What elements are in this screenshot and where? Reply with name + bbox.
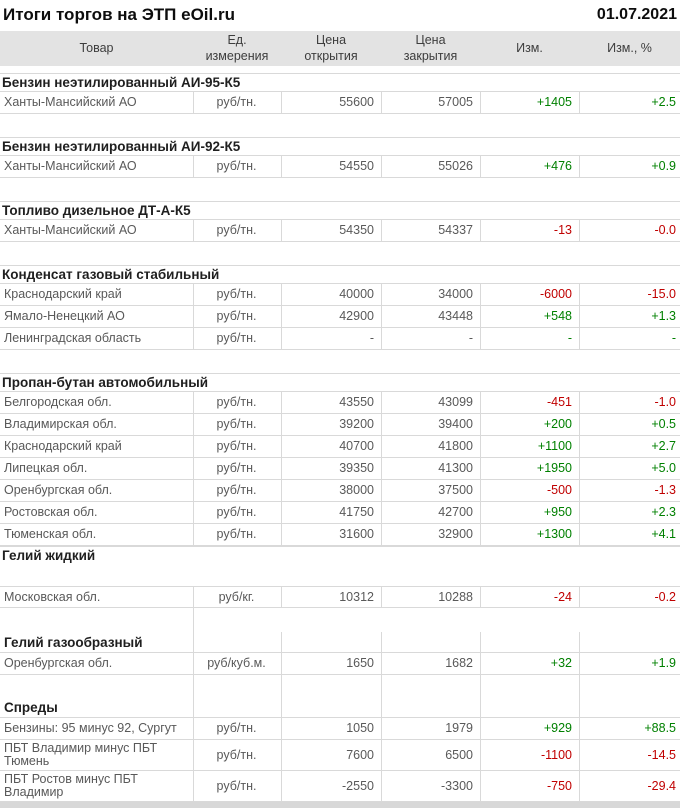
change-pct-cell: +2.3: [579, 502, 680, 523]
unit-cell: руб/тн.: [193, 436, 281, 457]
section-gap: [0, 178, 680, 201]
section-title: Топливо дизельное ДТ-А-К5: [0, 201, 680, 220]
empty-cell: [0, 675, 193, 697]
open-price-cell: 7600: [281, 740, 381, 770]
table-row: [0, 502, 680, 524]
close-price-cell: 39400: [381, 414, 480, 435]
change-cell: +950: [480, 502, 579, 523]
unit-cell: руб/тн.: [193, 740, 281, 770]
change-pct-cell: +1.9: [579, 653, 680, 674]
page-title: Итоги торгов на ЭТП eOil.ru: [3, 5, 235, 25]
unit-cell: руб/тн.: [193, 284, 281, 305]
change-pct-cell: +5.0: [579, 458, 680, 479]
change-pct-cell: -1.0: [579, 392, 680, 413]
empty-cell: [281, 697, 381, 717]
table-row: [0, 718, 680, 740]
product-name-cell: Краснодарский край: [4, 438, 122, 453]
product-name-cell: Оренбургская обл.: [4, 656, 113, 671]
change-pct-cell: +2.7: [579, 436, 680, 457]
change-pct-cell: -0.2: [579, 587, 680, 607]
change-cell: +1300: [480, 524, 579, 545]
section-inner-gap: [0, 565, 680, 587]
section-title: Бензин неэтилированный АИ-92-К5: [0, 137, 680, 156]
table-row: [0, 436, 680, 458]
empty-cell: [480, 608, 579, 632]
table-row: [0, 306, 680, 328]
close-price-cell: 43099: [381, 392, 480, 413]
section-title: Пропан-бутан автомобильный: [0, 373, 680, 392]
change-cell: -750: [480, 771, 579, 801]
product-name-cell: ПБТ Владимир минус ПБТ Тюмень: [4, 741, 158, 769]
change-cell: +1100: [480, 436, 579, 457]
change-cell: -: [480, 328, 579, 349]
open-price-cell: 38000: [281, 480, 381, 501]
close-price-cell: -3300: [381, 771, 480, 801]
close-price-cell: 57005: [381, 92, 480, 113]
close-price-cell: 1682: [381, 653, 480, 674]
report-date: 01.07.2021: [596, 6, 677, 24]
section-title: Конденсат газовый стабильный: [0, 265, 680, 284]
empty-cell: [381, 697, 480, 717]
product-name-cell: Тюменская обл.: [4, 526, 97, 541]
table-row: [0, 328, 680, 350]
table-row: [0, 480, 680, 502]
unit-cell: руб/кг.: [193, 587, 281, 607]
change-cell: +32: [480, 653, 579, 674]
unit-cell: руб/тн.: [193, 328, 281, 349]
open-price-cell: 41750: [281, 502, 381, 523]
table-row: [0, 458, 680, 480]
unit-cell: руб/тн.: [193, 771, 281, 801]
change-cell: -24: [480, 587, 579, 607]
open-price-cell: 54550: [281, 156, 381, 177]
table-row: [0, 414, 680, 436]
close-price-cell: 43448: [381, 306, 480, 327]
empty-cell: [381, 608, 480, 632]
close-price-cell: 54337: [381, 220, 480, 241]
unit-cell: руб/тн.: [193, 392, 281, 413]
table-row: [0, 284, 680, 306]
open-price-cell: 39350: [281, 458, 381, 479]
change-cell: -500: [480, 480, 579, 501]
open-price-cell: 42900: [281, 306, 381, 327]
section-gap: [0, 114, 680, 137]
col-change-pct: Изм., %: [607, 40, 652, 55]
product-name-cell: Ленинградская область: [4, 330, 142, 345]
section-title: Бензин неэтилированный АИ-95-К5: [0, 73, 680, 92]
change-pct-cell: +4.1: [579, 524, 680, 545]
col-unit: Ед. измерения: [205, 32, 269, 63]
change-cell: +548: [480, 306, 579, 327]
col-product: Товар: [79, 40, 114, 55]
change-cell: +1405: [480, 92, 579, 113]
section-title: Гелий газообразный: [4, 634, 143, 650]
product-name-cell: Владимирская обл.: [4, 416, 117, 431]
open-price-cell: 54350: [281, 220, 381, 241]
empty-cell: [579, 675, 680, 697]
empty-cell: [480, 697, 579, 717]
empty-cell: [381, 632, 480, 652]
close-price-cell: 41800: [381, 436, 480, 457]
unit-cell: руб/тн.: [193, 502, 281, 523]
table-row: [0, 771, 680, 802]
close-price-cell: 34000: [381, 284, 480, 305]
open-price-cell: 55600: [281, 92, 381, 113]
section-header-row: [0, 697, 680, 718]
close-price-cell: 41300: [381, 458, 480, 479]
unit-cell: руб/тн.: [193, 414, 281, 435]
change-cell: +929: [480, 718, 579, 739]
unit-cell: руб/тн.: [193, 524, 281, 545]
unit-cell: руб/тн.: [193, 458, 281, 479]
empty-cell: [579, 632, 680, 652]
close-price-cell: 6500: [381, 740, 480, 770]
change-pct-cell: +0.9: [579, 156, 680, 177]
section-gap: [0, 608, 680, 632]
product-name-cell: Краснодарский край: [4, 286, 122, 301]
change-pct-cell: -14.5: [579, 740, 680, 770]
section-header-row: [0, 632, 680, 653]
unit-cell: руб/тн.: [193, 92, 281, 113]
open-price-cell: -2550: [281, 771, 381, 801]
unit-cell: руб/тн.: [193, 220, 281, 241]
close-price-cell: 1979: [381, 718, 480, 739]
section-title: Спреды: [4, 699, 58, 715]
bottom-scrollbar[interactable]: [0, 802, 680, 808]
table-row: [0, 156, 680, 178]
unit-cell: руб/тн.: [193, 156, 281, 177]
table-row: [0, 220, 680, 242]
empty-cell: [579, 608, 680, 632]
product-name-cell: Ямало-Ненецкий АО: [4, 308, 125, 323]
change-pct-cell: +1.3: [579, 306, 680, 327]
table-row: [0, 392, 680, 414]
empty-cell: [193, 675, 281, 697]
change-cell: -13: [480, 220, 579, 241]
change-pct-cell: +0.5: [579, 414, 680, 435]
change-cell: +1950: [480, 458, 579, 479]
col-open-price: Цена открытия: [304, 32, 358, 63]
table-row: [0, 653, 680, 675]
change-pct-cell: -29.4: [579, 771, 680, 801]
open-price-cell: -: [281, 328, 381, 349]
change-cell: -1100: [480, 740, 579, 770]
change-pct-cell: +88.5: [579, 718, 680, 739]
close-price-cell: 42700: [381, 502, 480, 523]
section-gap: [0, 242, 680, 265]
unit-cell: руб/тн.: [193, 480, 281, 501]
product-name-cell: ПБТ Ростов минус ПБТ Владимир: [4, 772, 138, 800]
column-header-row: [0, 31, 680, 66]
open-price-cell: 10312: [281, 587, 381, 607]
close-price-cell: 55026: [381, 156, 480, 177]
open-price-cell: 40700: [281, 436, 381, 457]
table-row: [0, 524, 680, 546]
close-price-cell: -: [381, 328, 480, 349]
close-price-cell: 32900: [381, 524, 480, 545]
col-change: Изм.: [516, 40, 543, 55]
empty-cell: [281, 608, 381, 632]
empty-cell: [480, 675, 579, 697]
product-name-cell: Ростовская обл.: [4, 504, 98, 519]
change-cell: -451: [480, 392, 579, 413]
empty-cell: [281, 632, 381, 652]
change-pct-cell: -: [579, 328, 680, 349]
open-price-cell: 1050: [281, 718, 381, 739]
product-name-cell: Белгородская обл.: [4, 394, 112, 409]
open-price-cell: 40000: [281, 284, 381, 305]
change-pct-cell: -15.0: [579, 284, 680, 305]
section-title: Гелий жидкий: [0, 546, 680, 565]
unit-cell: руб/куб.м.: [193, 653, 281, 674]
empty-cell: [193, 632, 281, 652]
change-pct-cell: -1.3: [579, 480, 680, 501]
product-name-cell: Бензины: 95 минус 92, Сургут: [4, 721, 177, 736]
product-name-cell: Ханты-Мансийский АО: [4, 158, 137, 173]
title-bar: [0, 0, 680, 31]
product-name-cell: Оренбургская обл.: [4, 482, 113, 497]
empty-cell: [480, 632, 579, 652]
unit-cell: руб/тн.: [193, 306, 281, 327]
product-name-cell: Ханты-Мансийский АО: [4, 94, 137, 109]
empty-cell: [0, 608, 193, 632]
empty-cell: [579, 697, 680, 717]
section-gap: [0, 675, 680, 697]
open-price-cell: 31600: [281, 524, 381, 545]
change-cell: +200: [480, 414, 579, 435]
change-pct-cell: +2.5: [579, 92, 680, 113]
change-pct-cell: -0.0: [579, 220, 680, 241]
open-price-cell: 39200: [281, 414, 381, 435]
table-row: [0, 586, 680, 608]
empty-cell: [281, 675, 381, 697]
section-gap: [0, 350, 680, 373]
empty-cell: [193, 697, 281, 717]
empty-cell: [193, 608, 281, 632]
close-price-cell: 10288: [381, 587, 480, 607]
open-price-cell: 43550: [281, 392, 381, 413]
product-name-cell: Липецкая обл.: [4, 460, 88, 475]
open-price-cell: 1650: [281, 653, 381, 674]
product-name-cell: Московская обл.: [4, 589, 101, 604]
table-row: [0, 92, 680, 114]
close-price-cell: 37500: [381, 480, 480, 501]
change-cell: +476: [480, 156, 579, 177]
change-cell: -6000: [480, 284, 579, 305]
table-row: [0, 740, 680, 771]
col-close-price: Цена закрытия: [403, 32, 458, 63]
product-name-cell: Ханты-Мансийский АО: [4, 222, 137, 237]
empty-cell: [381, 675, 480, 697]
unit-cell: руб/тн.: [193, 718, 281, 739]
